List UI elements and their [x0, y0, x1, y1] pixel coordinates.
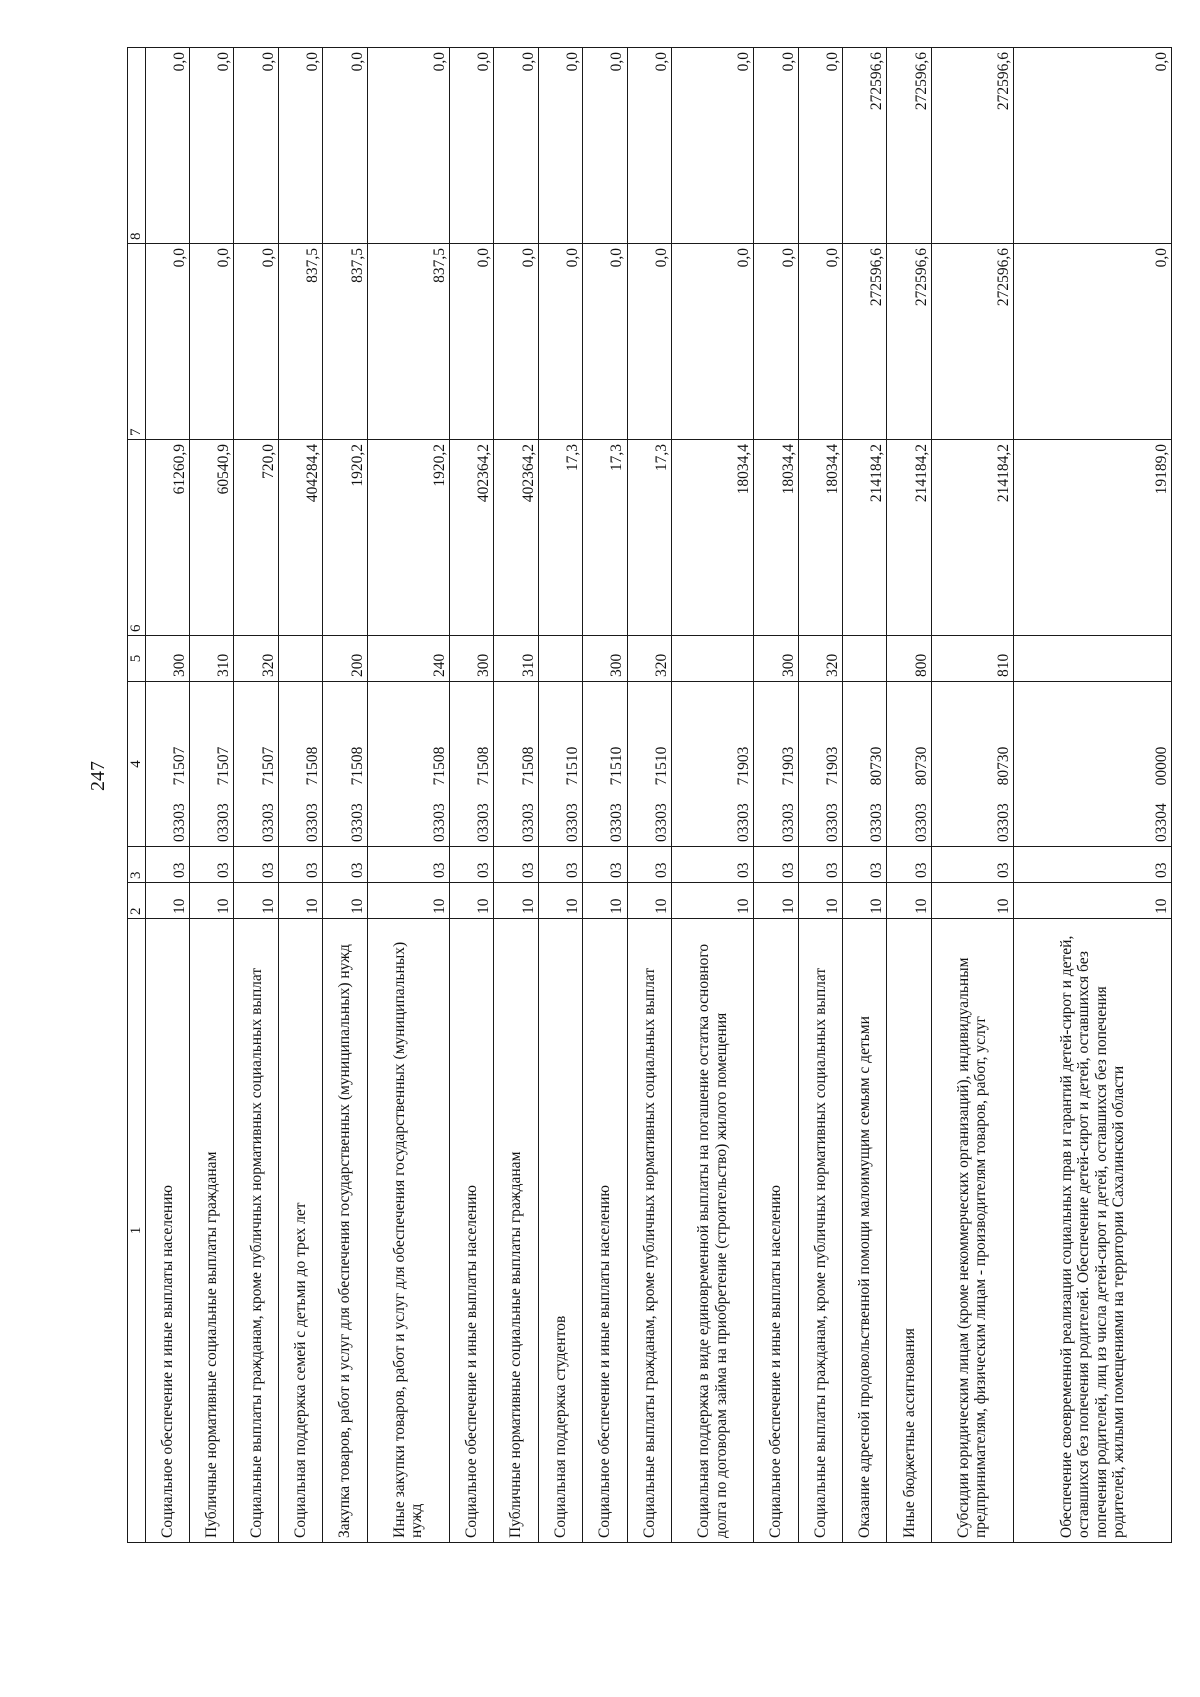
row-amount-col7-cell: 0,0	[234, 244, 278, 440]
row-name-cell: Оказание адресной продовольственной помощи малоимущим семьям с детьми	[842, 919, 886, 1543]
row-amount-col6-cell: 61260,9	[145, 440, 189, 636]
row-amount-col6-cell: 720,0	[234, 440, 278, 636]
row-section-cell: 10	[494, 883, 538, 919]
row-amount-col6-cell: 404284,4	[278, 440, 322, 636]
row-amount-col8-cell: 0,0	[367, 48, 449, 244]
row-amount-col8-cell: 0,0	[234, 48, 278, 244]
row-subsection-cell: 03	[798, 847, 842, 883]
row-target-article-cell: 03303 71507	[145, 682, 189, 847]
row-subsection-cell: 03	[323, 847, 367, 883]
row-name-cell: Обеспечение своевременной реализации социальных прав и гарантий детей-сирот и детей, оставшихся без попечения родителей. Обеспечение детей-сирот и детей, оставшихся без попечения родителей, лиц из числа детей-сирот и детей, оставшихся без попечения родителей, жилыми помещениями на территории Сахалинской области	[1014, 919, 1172, 1543]
row-amount-col6-cell: 1920,2	[367, 440, 449, 636]
row-subsection-cell: 03	[278, 847, 322, 883]
budget-table-wrapper	[127, 48, 1172, 1543]
row-amount-col6-cell: 1920,2	[323, 440, 367, 636]
table-row	[671, 48, 753, 1543]
row-section-cell: 10	[1014, 883, 1172, 919]
row-amount-col6-cell: 17,3	[583, 440, 627, 636]
table-row	[798, 48, 842, 1543]
row-amount-col8-cell: 0,0	[583, 48, 627, 244]
row-subsection-cell: 03	[538, 847, 582, 883]
row-section-cell: 10	[538, 883, 582, 919]
row-subsection-cell: 03	[189, 847, 233, 883]
row-expense-type-cell	[278, 636, 322, 682]
row-name-cell: Социальное обеспечение и иные выплаты населению	[145, 919, 189, 1543]
row-section-cell: 10	[278, 883, 322, 919]
row-name-cell: Публичные нормативные социальные выплаты гражданам	[494, 919, 538, 1543]
table-row	[1014, 48, 1172, 1543]
row-expense-type-cell: 810	[931, 636, 1013, 682]
row-amount-col8-cell: 0,0	[145, 48, 189, 244]
row-expense-type-cell: 320	[627, 636, 671, 682]
row-target-article-cell: 03303 71507	[234, 682, 278, 847]
row-section-cell: 10	[798, 883, 842, 919]
row-amount-col7-cell: 0,0	[145, 244, 189, 440]
row-subsection-cell: 03	[234, 847, 278, 883]
row-name-cell: Закупка товаров, работ и услуг для обеспечения государственных (муниципальных) нужд	[323, 919, 367, 1543]
table-row	[323, 48, 367, 1543]
row-section-cell: 10	[145, 883, 189, 919]
row-amount-col7-cell: 0,0	[1014, 244, 1172, 440]
row-expense-type-cell	[671, 636, 753, 682]
table-row	[494, 48, 538, 1543]
table-row	[627, 48, 671, 1543]
row-target-article-cell: 03303 80730	[887, 682, 931, 847]
row-amount-col7-cell: 0,0	[538, 244, 582, 440]
row-name-cell: Социальные выплаты гражданам, кроме публичных нормативных социальных выплат	[234, 919, 278, 1543]
table-row	[234, 48, 278, 1543]
page-number: 247	[87, 761, 109, 791]
row-subsection-cell: 03	[1014, 847, 1172, 883]
row-section-cell: 10	[367, 883, 449, 919]
row-amount-col8-cell: 272596,6	[931, 48, 1013, 244]
row-name-cell: Социальная поддержка в виде единовременной выплаты на погашение остатка основного долга по договорам займа на приобретение (строительство) жилого помещения	[671, 919, 753, 1543]
row-section-cell: 10	[671, 883, 753, 919]
row-amount-col7-cell: 837,5	[367, 244, 449, 440]
row-subsection-cell: 03	[671, 847, 753, 883]
row-section-cell: 10	[754, 883, 798, 919]
row-amount-col7-cell: 0,0	[754, 244, 798, 440]
row-amount-col6-cell: 18034,4	[798, 440, 842, 636]
row-amount-col6-cell: 19189,0	[1014, 440, 1172, 636]
row-target-article-cell: 03303 71903	[754, 682, 798, 847]
row-section-cell: 10	[842, 883, 886, 919]
table-row	[931, 48, 1013, 1543]
row-amount-col7-cell: 0,0	[189, 244, 233, 440]
table-row	[754, 48, 798, 1543]
row-name-cell: Иные закупки товаров, работ и услуг для обеспечения государственных (муниципальных) нужд	[367, 919, 449, 1543]
row-amount-col8-cell: 0,0	[754, 48, 798, 244]
row-section-cell: 10	[234, 883, 278, 919]
table-row	[449, 48, 493, 1543]
table-row	[538, 48, 582, 1543]
row-subsection-cell: 03	[449, 847, 493, 883]
table-row	[367, 48, 449, 1543]
row-amount-col6-cell: 214184,2	[887, 440, 931, 636]
row-amount-col7-cell: 0,0	[798, 244, 842, 440]
row-amount-col8-cell: 272596,6	[887, 48, 931, 244]
row-amount-col6-cell: 214184,2	[842, 440, 886, 636]
row-expense-type-cell: 200	[323, 636, 367, 682]
row-subsection-cell: 03	[754, 847, 798, 883]
row-name-cell: Социальные выплаты гражданам, кроме публичных нормативных социальных выплат	[627, 919, 671, 1543]
row-subsection-cell: 03	[842, 847, 886, 883]
row-target-article-cell: 03303 80730	[931, 682, 1013, 847]
row-target-article-cell: 03303 71903	[798, 682, 842, 847]
row-amount-col6-cell: 60540,9	[189, 440, 233, 636]
row-target-article-cell: 03303 71508	[494, 682, 538, 847]
row-amount-col6-cell: 17,3	[538, 440, 582, 636]
row-target-article-cell: 03304 00000	[1014, 682, 1172, 847]
row-name-cell: Социальные выплаты гражданам, кроме публичных нормативных социальных выплат	[798, 919, 842, 1543]
row-amount-col8-cell: 0,0	[538, 48, 582, 244]
row-target-article-cell: 03303 71508	[323, 682, 367, 847]
column-header: 1	[128, 919, 146, 1543]
row-amount-col8-cell: 0,0	[671, 48, 753, 244]
table-header-row	[128, 48, 146, 1543]
row-amount-col8-cell: 0,0	[449, 48, 493, 244]
row-amount-col7-cell: 837,5	[323, 244, 367, 440]
row-amount-col6-cell: 18034,4	[671, 440, 753, 636]
row-expense-type-cell	[1014, 636, 1172, 682]
row-expense-type-cell: 320	[798, 636, 842, 682]
row-name-cell: Публичные нормативные социальные выплаты гражданам	[189, 919, 233, 1543]
row-subsection-cell: 03	[494, 847, 538, 883]
row-amount-col6-cell: 18034,4	[754, 440, 798, 636]
row-amount-col7-cell: 837,5	[278, 244, 322, 440]
row-expense-type-cell: 310	[494, 636, 538, 682]
table-row	[278, 48, 322, 1543]
row-target-article-cell: 03303 71510	[583, 682, 627, 847]
column-header: 2	[128, 883, 146, 919]
row-name-cell: Иные бюджетные ассигнования	[887, 919, 931, 1543]
row-expense-type-cell: 300	[449, 636, 493, 682]
row-section-cell: 10	[189, 883, 233, 919]
row-amount-col8-cell: 0,0	[494, 48, 538, 244]
row-name-cell: Социальное обеспечение и иные выплаты населению	[754, 919, 798, 1543]
row-expense-type-cell: 320	[234, 636, 278, 682]
row-subsection-cell: 03	[627, 847, 671, 883]
column-header: 4	[128, 682, 146, 847]
row-amount-col6-cell: 17,3	[627, 440, 671, 636]
row-target-article-cell: 03303 71510	[627, 682, 671, 847]
row-target-article-cell: 03303 71508	[367, 682, 449, 847]
table-row	[842, 48, 886, 1543]
budget-table	[127, 47, 1172, 1543]
row-amount-col8-cell: 0,0	[323, 48, 367, 244]
table-body	[145, 48, 1172, 1543]
column-header: 8	[128, 48, 146, 244]
table-row	[145, 48, 189, 1543]
row-expense-type-cell: 300	[754, 636, 798, 682]
row-expense-type-cell: 300	[583, 636, 627, 682]
row-section-cell: 10	[323, 883, 367, 919]
row-amount-col7-cell: 272596,6	[887, 244, 931, 440]
row-subsection-cell: 03	[887, 847, 931, 883]
column-header: 5	[128, 636, 146, 682]
row-amount-col7-cell: 0,0	[494, 244, 538, 440]
row-amount-col7-cell: 272596,6	[931, 244, 1013, 440]
row-section-cell: 10	[627, 883, 671, 919]
row-amount-col6-cell: 214184,2	[931, 440, 1013, 636]
row-amount-col7-cell: 0,0	[627, 244, 671, 440]
row-name-cell: Социальное обеспечение и иные выплаты населению	[583, 919, 627, 1543]
row-name-cell: Социальная поддержка семей с детьми до трех лет	[278, 919, 322, 1543]
row-expense-type-cell: 240	[367, 636, 449, 682]
table-row	[189, 48, 233, 1543]
row-amount-col7-cell: 0,0	[671, 244, 753, 440]
row-target-article-cell: 03303 71508	[278, 682, 322, 847]
row-subsection-cell: 03	[145, 847, 189, 883]
row-section-cell: 10	[931, 883, 1013, 919]
row-amount-col8-cell: 0,0	[627, 48, 671, 244]
row-subsection-cell: 03	[367, 847, 449, 883]
row-expense-type-cell	[842, 636, 886, 682]
row-amount-col8-cell: 272596,6	[842, 48, 886, 244]
row-amount-col7-cell: 272596,6	[842, 244, 886, 440]
column-header: 7	[128, 244, 146, 440]
row-name-cell: Социальная поддержка студентов	[538, 919, 582, 1543]
row-section-cell: 10	[583, 883, 627, 919]
row-target-article-cell: 03303 71510	[538, 682, 582, 847]
row-subsection-cell: 03	[931, 847, 1013, 883]
row-amount-col6-cell: 402364,2	[449, 440, 493, 636]
row-amount-col7-cell: 0,0	[583, 244, 627, 440]
column-header: 3	[128, 847, 146, 883]
row-target-article-cell: 03303 71507	[189, 682, 233, 847]
row-amount-col8-cell: 0,0	[1014, 48, 1172, 244]
row-target-article-cell: 03303 71508	[449, 682, 493, 847]
row-name-cell: Субсидии юридическим лицам (кроме некоммерческих организаций), индивидуальным предпринимателям, физическим лицам - производителям товаров, работ, услуг	[931, 919, 1013, 1543]
row-section-cell: 10	[887, 883, 931, 919]
row-amount-col8-cell: 0,0	[798, 48, 842, 244]
row-amount-col7-cell: 0,0	[449, 244, 493, 440]
row-target-article-cell: 03303 80730	[842, 682, 886, 847]
row-target-article-cell: 03303 71903	[671, 682, 753, 847]
row-name-cell: Социальное обеспечение и иные выплаты населению	[449, 919, 493, 1543]
row-amount-col8-cell: 0,0	[189, 48, 233, 244]
row-section-cell: 10	[449, 883, 493, 919]
row-expense-type-cell	[538, 636, 582, 682]
row-amount-col6-cell: 402364,2	[494, 440, 538, 636]
column-header: 6	[128, 440, 146, 636]
table-row	[583, 48, 627, 1543]
row-expense-type-cell: 800	[887, 636, 931, 682]
row-amount-col8-cell: 0,0	[278, 48, 322, 244]
row-expense-type-cell: 300	[145, 636, 189, 682]
table-row	[887, 48, 931, 1543]
row-subsection-cell: 03	[583, 847, 627, 883]
row-expense-type-cell: 310	[189, 636, 233, 682]
